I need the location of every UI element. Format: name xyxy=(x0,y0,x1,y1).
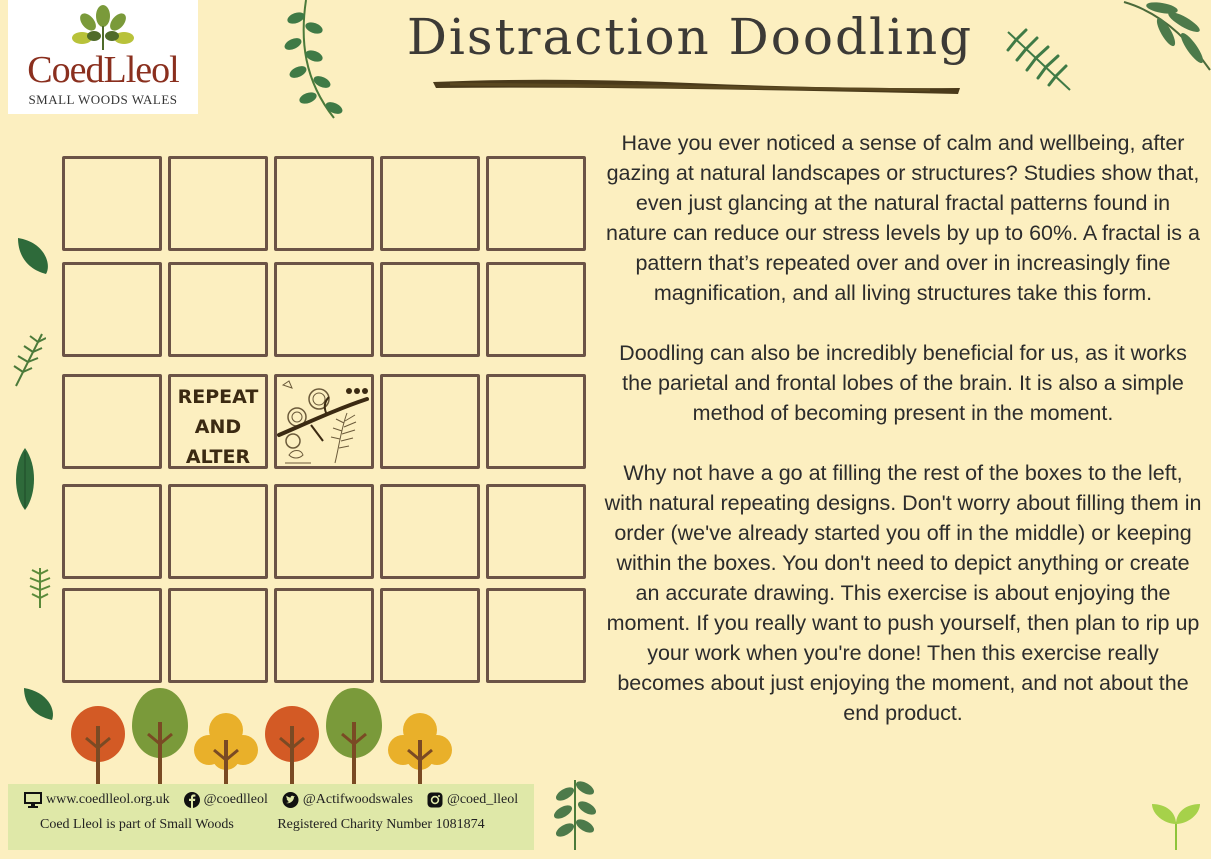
doodle-box[interactable] xyxy=(486,484,586,579)
tree-icon xyxy=(71,706,125,788)
prompt-line: ALTER xyxy=(185,446,251,468)
example-doodle-box xyxy=(274,374,374,469)
facebook-icon xyxy=(184,792,200,808)
doodle-box[interactable] xyxy=(380,588,480,683)
doodle-box[interactable] xyxy=(486,262,586,357)
instagram-link[interactable] xyxy=(427,792,518,808)
long-leaf-icon xyxy=(12,446,38,512)
facebook-handle: @coedlleol xyxy=(203,792,268,807)
facebook-link[interactable] xyxy=(184,792,268,808)
brush-underline xyxy=(430,74,964,102)
footer-info-row xyxy=(40,817,485,833)
tree-icon xyxy=(194,713,258,788)
doodle-box[interactable] xyxy=(168,262,268,357)
leaf-icon xyxy=(16,236,50,276)
footer-social-row xyxy=(24,792,532,808)
logo-leaves-icon xyxy=(70,4,136,50)
doodle-box[interactable] xyxy=(62,156,162,251)
doodle-box[interactable] xyxy=(62,484,162,579)
sapling-icon xyxy=(548,772,602,850)
bottom-leaf-icon xyxy=(22,686,56,722)
doodle-box[interactable] xyxy=(62,588,162,683)
doodle-box[interactable] xyxy=(380,156,480,251)
fern-leaf-icon xyxy=(1004,26,1074,94)
doodle-box[interactable] xyxy=(380,484,480,579)
tree-icon xyxy=(326,688,382,788)
tree-icon xyxy=(265,706,319,788)
website-text: www.coedlleol.org.uk xyxy=(46,792,170,807)
doodle-box[interactable] xyxy=(486,156,586,251)
hanging-vine-icon xyxy=(276,0,348,124)
doodle-box[interactable] xyxy=(168,156,268,251)
doodle-box[interactable] xyxy=(486,588,586,683)
tree-icon xyxy=(388,713,452,788)
doodle-box[interactable] xyxy=(168,588,268,683)
doodle-grid xyxy=(58,152,592,686)
doodle-box[interactable] xyxy=(274,484,374,579)
doodle-box[interactable] xyxy=(274,156,374,251)
sprout-icon xyxy=(1150,800,1202,850)
page-title: Distraction Doodling xyxy=(406,8,974,66)
monitor-icon xyxy=(24,792,42,808)
twitter-handle: @Actifwoodswales xyxy=(302,792,413,807)
doodle-box[interactable] xyxy=(168,484,268,579)
twitter-icon xyxy=(282,792,299,808)
doodle-box[interactable] xyxy=(274,588,374,683)
repeat-alter-box xyxy=(168,374,268,469)
prompt-line: REPEAT xyxy=(177,386,259,408)
logo-subtitle: SMALL WOODS WALES xyxy=(28,92,178,107)
prompt-line: AND xyxy=(194,416,242,438)
doodle-box[interactable] xyxy=(274,262,374,357)
instagram-icon xyxy=(427,792,443,808)
doodle-box[interactable] xyxy=(380,262,480,357)
paragraph-invitation: Why not have a go at filling the rest of the boxes to the left, with natural repeating designs. Don't worry about filling them in order (we've already started you off in the middle) or keeping within the boxes. You don't need to depict anything or create an accurate drawing. This exercise is about enjoying the moment. If you really want to push yourself, then plan to rip up your work when you're done! Then this exercise really becomes about just enjoying the moment, and not about the end product. xyxy=(604,461,1202,725)
repeat-alter-label xyxy=(171,382,265,472)
doodle-box[interactable] xyxy=(380,374,480,469)
coedlleol-logo xyxy=(8,0,198,114)
paragraph-doodling: Doodling can also be incredibly beneficial for us, as it works the parietal and frontal lobes of the brain. It is also a simple method of becoming present in the moment. xyxy=(619,341,1187,425)
logo-name: CoedLleol xyxy=(27,49,179,91)
part-of-text: Coed Lleol is part of Small Woods xyxy=(40,817,234,832)
tree-row-illustration xyxy=(66,686,456,790)
paragraph-fractals: Have you ever noticed a sense of calm and wellbeing, after gazing at natural landscapes or structures? Studies show that, even just glancing at the natural fractal patterns found in nature can reduce our stress levels by up to 60%. A fractal is a pattern that’s repeated over and over in increasingly fine magnification, and all living structures take this form. xyxy=(606,131,1200,305)
twitter-link[interactable] xyxy=(282,792,413,808)
doodle-box[interactable] xyxy=(62,262,162,357)
fern-leaf-icon-left xyxy=(12,332,46,388)
small-fern-icon xyxy=(28,566,52,610)
nature-doodle-icon xyxy=(277,377,371,466)
instructions-text xyxy=(604,128,1202,758)
website-link[interactable] xyxy=(24,792,170,808)
footer-bar xyxy=(8,784,534,850)
instagram-handle: @coed_lleol xyxy=(446,792,519,807)
doodle-box[interactable] xyxy=(486,374,586,469)
corner-branch-icon xyxy=(1122,0,1211,74)
charity-number-text: Registered Charity Number 1081874 xyxy=(277,817,485,832)
tree-icon xyxy=(132,688,188,788)
doodle-box[interactable] xyxy=(62,374,162,469)
